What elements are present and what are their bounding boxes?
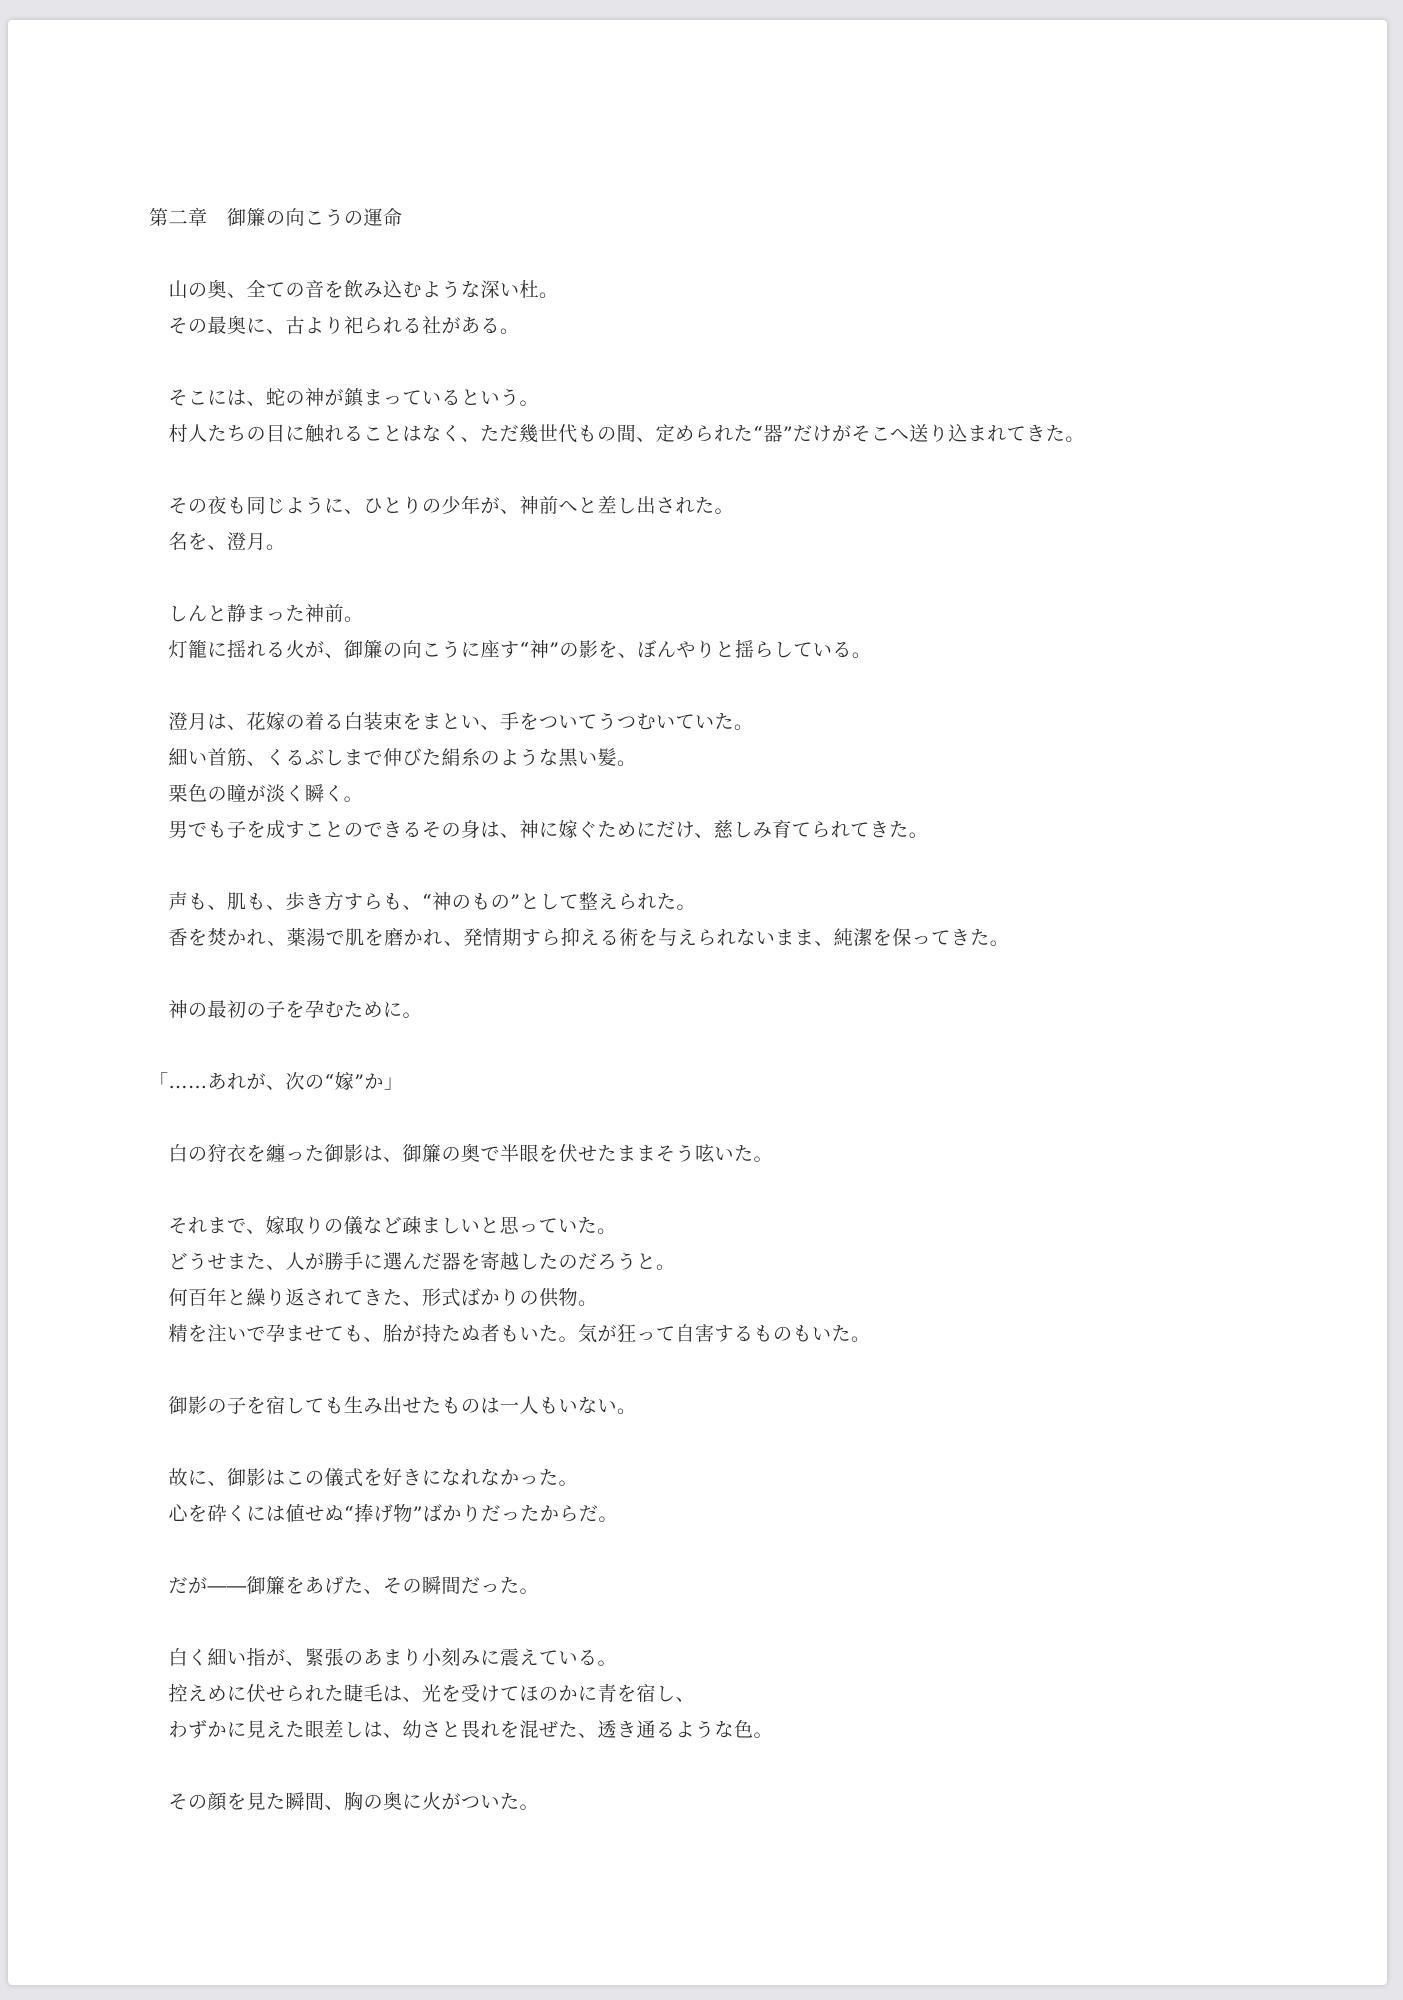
paragraph — [149, 1388, 1299, 1424]
document-page — [8, 20, 1387, 1985]
paragraph-gap — [149, 1604, 1299, 1640]
paragraph-gap — [149, 1424, 1299, 1460]
paragraph — [149, 488, 1299, 560]
text-line: 神の最初の子を孕むために。 — [149, 999, 423, 1021]
paragraph — [149, 992, 1299, 1028]
text-line: 澄月は、花嫁の着る白装束をまとい、手をついてうつむいていた。 — [149, 711, 754, 733]
paragraph-gap — [149, 1028, 1299, 1064]
paragraph-gap — [149, 1748, 1299, 1784]
text-line: 村人たちの目に触れることはなく、ただ幾世代もの間、定められた“器”だけがそこへ送り込まれてきた。 — [149, 423, 1085, 445]
paragraph — [149, 272, 1299, 344]
text-line: その夜も同じように、ひとりの少年が、神前へと差し出された。 — [149, 495, 735, 517]
paragraph — [149, 884, 1299, 956]
text-line: 控えめに伏せられた睫毛は、光を受けてほのかに青を宿し、 — [149, 1683, 696, 1705]
paragraph-gap — [149, 1532, 1299, 1568]
text-line: しんと静まった神前。 — [149, 603, 364, 625]
text-line: そこには、蛇の神が鎮まっているという。 — [149, 387, 540, 409]
paragraph-gap — [149, 1172, 1299, 1208]
text-line: 故に、御影はこの儀式を好きになれなかった。 — [149, 1467, 579, 1489]
paragraph-gap — [149, 236, 1299, 272]
text-line: その最奥に、古より祀られる社がある。 — [149, 315, 520, 337]
text-line: その顔を見た瞬間、胸の奥に火がついた。 — [149, 1791, 540, 1813]
text-line: 白く細い指が、緊張のあまり小刻みに震えている。 — [149, 1647, 618, 1669]
paragraph-gap — [149, 848, 1299, 884]
paragraph-gap — [149, 956, 1299, 992]
text-line: わずかに見えた眼差しは、幼さと畏れを混ぜた、透き通るような色。 — [149, 1719, 774, 1741]
text-line: 名を、澄月。 — [149, 531, 286, 553]
text-line: だが――御簾をあげた、その瞬間だった。 — [149, 1575, 540, 1597]
text-line: 「……あれが、次の“嫁”か」 — [149, 1071, 404, 1093]
paragraph — [149, 1568, 1299, 1604]
paragraph-gap — [149, 452, 1299, 488]
paragraph — [149, 380, 1299, 452]
paragraph — [149, 1136, 1299, 1172]
paragraph-gap — [149, 1100, 1299, 1136]
text-line: 心を砕くには値せぬ“捧げ物”ばかりだったからだ。 — [149, 1503, 618, 1525]
text-line: 細い首筋、くるぶしまで伸びた絹糸のような黒い髪。 — [149, 747, 637, 769]
paragraph-gap — [149, 344, 1299, 380]
paragraph — [149, 704, 1299, 848]
paragraph-gap — [149, 1352, 1299, 1388]
text-line: 白の狩衣を纏った御影は、御簾の奥で半眼を伏せたままそう呟いた。 — [149, 1143, 774, 1165]
paragraph — [149, 1784, 1299, 1820]
paragraph — [149, 1064, 1299, 1100]
paragraph — [149, 596, 1299, 668]
text-line: どうせまた、人が勝手に選んだ器を寄越したのだろうと。 — [149, 1251, 676, 1273]
text-line: 山の奥、全ての音を飲み込むような深い杜。 — [149, 279, 559, 301]
document-body — [149, 200, 1299, 1820]
paragraph-gap — [149, 668, 1299, 704]
text-line: 精を注いで孕ませても、胎が持たぬ者もいた。気が狂って自害するものもいた。 — [149, 1323, 871, 1345]
text-line: 男でも子を成すことのできるその身は、神に嫁ぐためにだけ、慈しみ育てられてきた。 — [149, 819, 929, 841]
chapter-title: 第二章 御簾の向こうの運命 — [149, 207, 403, 229]
paragraph — [149, 1640, 1299, 1748]
paragraph — [149, 1208, 1299, 1352]
paragraph — [149, 1460, 1299, 1532]
text-line: 何百年と繰り返されてきた、形式ばかりの供物。 — [149, 1287, 598, 1309]
text-line: それまで、嫁取りの儀など疎ましいと思っていた。 — [149, 1215, 617, 1237]
text-line: 香を焚かれ、薬湯で肌を磨かれ、発情期すら抑える術を与えられないまま、純潔を保ってきた。 — [149, 927, 1010, 949]
text-line: 御影の子を宿しても生み出せたものは一人もいない。 — [149, 1395, 637, 1417]
text-line: 灯籠に揺れる火が、御簾の向こうに座す“神”の影を、ぼんやりと揺らしている。 — [149, 639, 872, 661]
paragraph-gap — [149, 560, 1299, 596]
text-line: 栗色の瞳が淡く瞬く。 — [149, 783, 364, 805]
text-line: 声も、肌も、歩き方すらも、“神のもの”として整えられた。 — [149, 891, 696, 913]
